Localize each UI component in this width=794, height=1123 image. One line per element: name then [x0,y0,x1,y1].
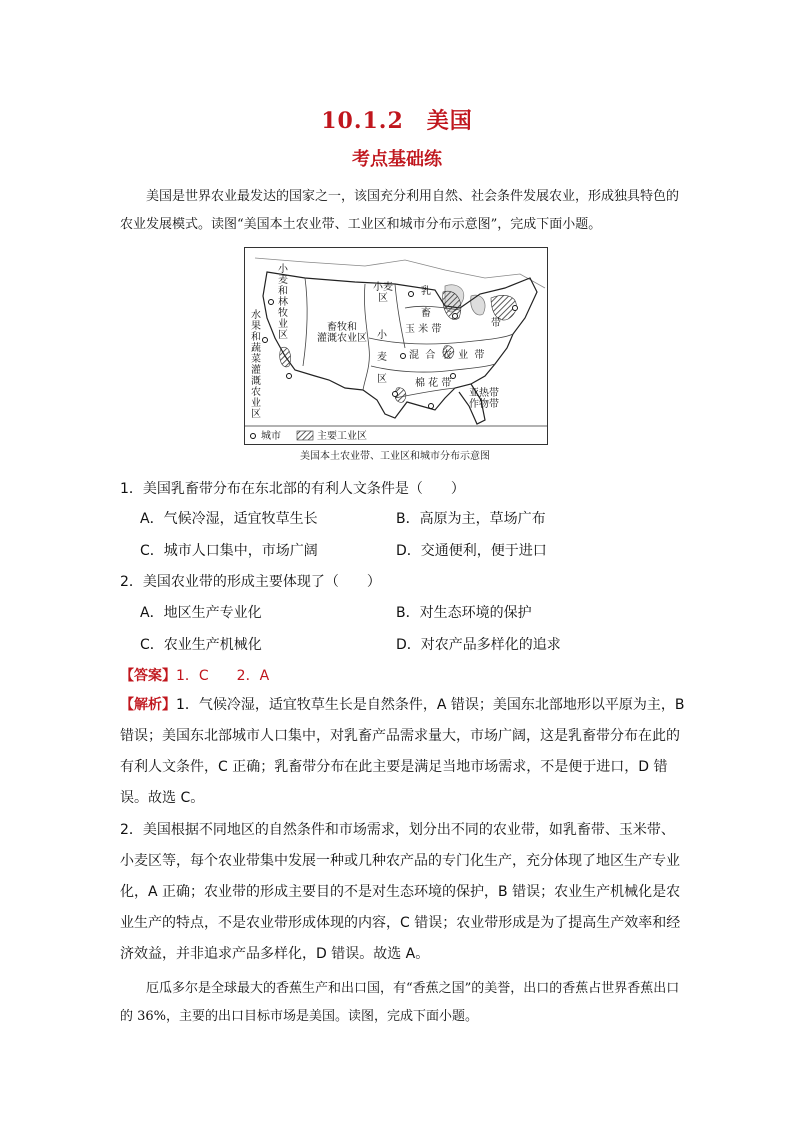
label-wheat-north: 小麦 区 [373,282,393,304]
answer-tag: 【答案】 [120,668,176,684]
analysis-text-1: 1．气候冷湿，适宜牧草生长是自然条件，A 错误；美国东北部地形以平原为主，B 错误；美国东北部城市人口集中，对乳畜产品需求量大，市场广阔，这是乳畜带分布在此的有利人文条件，C 正确；乳畜带分布在此主要是满足当地市场需求，不是便于进口，D 错误。故选 C。 [120,697,685,806]
legend-city-label: 城市 [261,431,281,442]
label-cotton: 棉 花 带 [415,378,452,389]
answer-line [120,665,269,685]
question-2-stem: 2．美国农业带的形成主要体现了（ ） [120,574,381,590]
analysis-tag: 【解析】 [120,697,176,713]
city-marker [269,300,274,305]
label-wheat-south: 小 麦 区 [377,330,387,385]
q1-option-a: A．气候冷湿，适宜牧草生长 [140,511,318,527]
q1-option-d: D．交通便利，便于进口 [396,543,547,559]
legend-industry-icon [297,431,313,440]
label-wheat-forest: 小 麦 和 林 牧 业 区 [278,264,288,341]
answer-text: 1．C 2．A [176,668,270,684]
q2-option-d: D．对农产品多样化的追求 [396,637,561,653]
intro-paragraph: 美国是世界农业最发达的国家之一，该国充分利用自然、社会条件发展农业，形成独具特色的农业发展模式。读图“美国本土农业带、工业区和城市分布示意图”，完成下面小题。 [120,189,680,232]
q2-option-b: B．对生态环境的保护 [396,605,532,621]
analysis-paragraph-2: 2．美国根据不同地区的自然条件和市场需求，划分出不同的农业带，如乳畜带、玉米带、小麦区等，每个农业带集中发展一种或几种农产品的专门化生产，充分体现了地区生产专业化，A 正确；农业带的形成主要目的不是对生态环境的保护，B 错误；农业生产机械化是农业生产的特点，不是农业带形成体现的内容，C 错误；农业带形成是为了提高生产效率和经济效益，并非追求产品多样化，D 错误。故选 A。 [120,822,681,962]
q1-option-b: B．高原为主，草场广布 [396,511,546,527]
intro-paragraph-2: 厄瓜多尔是全球最大的香蕉生产和出口国，有“香蕉之国”的美誉，出口的香蕉占世界香蕉出口的 36%，主要的出口目标市场是美国。读图，完成下面小题。 [120,981,680,1024]
label-fruit-veg: 水 果 和 蔬 菜 灌 溉 农 业 区 [251,310,261,420]
label-ranching: 畜牧和 灌溉农业区 [317,322,367,344]
boundary [303,278,307,366]
q2-option-c: C．农业生产机械化 [140,637,262,653]
usa-agriculture-map [244,247,548,445]
label-corn: 玉 米 带 [405,324,442,335]
label-dairy-belt: 带 [491,318,501,329]
analysis-paragraph-1 [120,690,686,814]
section-subtitle: 考点基础练 [352,149,442,170]
page-title: 10.1.2 美国 [321,108,473,134]
map-caption: 美国本土农业带、工业区和城市分布示意图 [300,451,490,462]
q2-option-a: A．地区生产专业化 [140,605,262,621]
label-dairy: 乳 畜 [421,286,431,319]
label-mixed: 混 合 农 业 带 [409,350,485,361]
industrial-area-west [280,347,291,367]
map-graphic [245,248,547,444]
northern-border [255,258,545,288]
label-subtropical: 亚热带 作物带 [469,388,499,410]
q1-option-c: C．城市人口集中，市场广阔 [140,543,318,559]
legend-city-icon [251,434,256,439]
question-1-stem: 1．美国乳畜带分布在东北部的有利人文条件是（ ） [120,481,465,497]
legend-industry-label: 主要工业区 [317,431,367,442]
